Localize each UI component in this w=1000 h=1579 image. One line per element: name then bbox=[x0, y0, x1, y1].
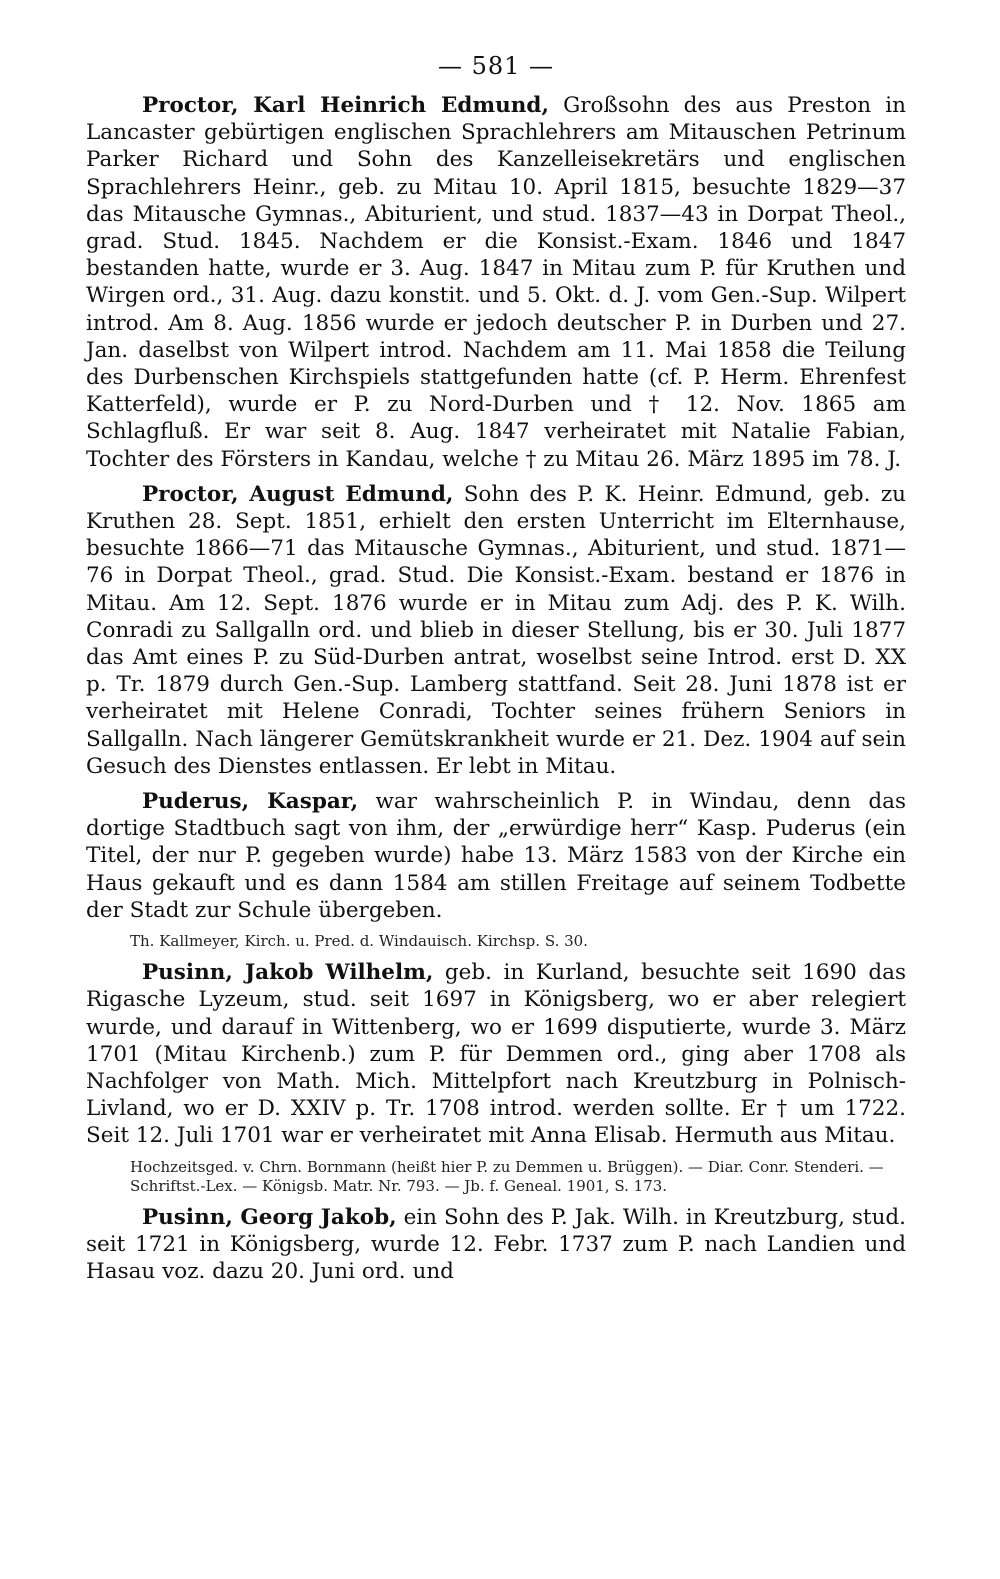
entry-text: ein Sohn des P. Jak. Wilh. in Kreutzburg, stud. seit 1721 in Königsberg, wurde 12. Febr. 1737 zum P. nach Landien und Hasau voz. dazu 20. Juni ord. und bbox=[86, 1204, 907, 1284]
document-page bbox=[86, 52, 906, 1293]
entry-proctor-august bbox=[86, 481, 906, 780]
entry-heading: Puderus, Kaspar, bbox=[142, 789, 359, 815]
entry-puderus-kaspar bbox=[86, 788, 906, 924]
entry-text: Sohn des P. K. Heinr. Edmund, geb. zu Kruthen 28. Sept. 1851, erhielt den ersten Unterricht im Elternhause, besuchte 1866—71 das Mitausche Gymnas., Abiturient, und stud. 1871—76 in Dorpat Theol., grad. Stud. Die Konsist.-Exam. bestand er 1876 in Mitau. Am 12. Sept. 1876 wurde er in Mitau zum Adj. des P. K. Wilh. Conradi zu Sallgalln ord. und blieb in dieser Stellung, bis er 30. Juli 1877 das Amt eines P. zu Süd-Durben antrat, woselbst seine Introd. erst D. XX p. Tr. 1879 durch Gen.-Sup. Lamberg stattfand. Seit 28. Juni 1878 ist er verheiratet mit Helene Conradi, Tochter seines frühern Seniors in Sallgalln. Nach längerer Gemütskrankheit wurde er 21. Dez. 1904 auf sein Gesuch des Dienstes entlassen. Er lebt in Mitau. bbox=[86, 481, 906, 779]
entry-text: Großsohn des aus Preston in Lancaster gebürtigen englischen Sprachlehrers am Mitauschen Petrinum Parker Richard und Sohn des Kanzelleisekretärs und englischen Sprachlehrers Heinr., geb. zu Mitau 10. April 1815, besuchte 1829—37 das Mitausche Gymnas., Abiturient, und stud. 1837—43 in Dorpat Theol., grad. Stud. 1845. Nachdem er die Konsist.-Exam. 1846 und 1847 bestanden hatte, wurde er 3. Aug. 1847 in Mitau zum P. für Kruthen und Wirgen ord., 31. Aug. dazu konstit. und 5. Okt. d. J. vom Gen.-Sup. Wilpert introd. Am 8. Aug. 1856 wurde er jedoch deutscher P. in Durben und 27. Jan. daselbst von Wilpert introd. Nachdem am 11. Mai 1858 die Teilung des Durbenschen Kirchspiels stattgefunden hatte (cf. P. Herm. Ehrenfest Katterfeld), wurde er P. zu Nord-Durben und † 12. Nov. 1865 am Schlagfluß. Er war seit 8. Aug. 1847 verheiratet mit Natalie Fabian, Tochter des Försters in Kandau, welche † zu Mitau 26. März 1895 im 78. J. bbox=[86, 93, 906, 472]
entry-proctor-karl bbox=[86, 92, 906, 473]
entry-heading: Proctor, August Edmund, bbox=[142, 481, 454, 507]
entry-text: war wahrscheinlich P. in Windau, denn das dortige Stadtbuch sagt von ihm, der „erwürdige herr“ Kasp. Puderus (ein Titel, der nur P. gegeben wurde) habe 13. März 1583 von der Kirche ein Haus gekauft und es dann 1584 am stillen Freitage auf seinem Todbette der Stadt zur Schule übergeben. bbox=[86, 789, 906, 923]
entry-heading: Pusinn, Georg Jakob, bbox=[142, 1204, 397, 1230]
entry-heading: Pusinn, Jakob Wilhelm, bbox=[142, 960, 434, 986]
entry-pusinn-jakob bbox=[86, 959, 906, 1149]
entry-source-note: Th. Kallmeyer, Kirch. u. Pred. d. Windauisch. Kirchsp. S. 30. bbox=[130, 932, 588, 951]
page-number: — 581 — bbox=[437, 52, 555, 80]
entry-text: geb. in Kurland, besuchte seit 1690 das Rigasche Lyzeum, stud. seit 1697 in Königsberg, wo er aber relegiert wurde, und darauf in Wittenberg, wo er 1699 disputierte, wurde 3. März 1701 (Mitau Kirchenb.) zum P. für Demmen ord., ging aber 1708 als Nachfolger von Math. Mich. Mittelpfort nach Kreutzburg in Polnisch-Livland, wo er D. XXIV p. Tr. 1708 introd. werden sollte. Er † um 1722. Seit 12. Juli 1701 war er verheiratet mit Anna Elisab. Hermuth aus Mitau. bbox=[86, 960, 906, 1149]
entry-heading: Proctor, Karl Heinrich Edmund, bbox=[142, 93, 549, 118]
entry-pusinn-georg bbox=[86, 1204, 906, 1286]
entry-source-note: Hochzeitsged. v. Chrn. Bornmann (heißt hier P. zu Demmen u. Brüggen). — Diar. Conr. Stenderi. — Schriftst.-Lex. — Königsb. Matr. Nr. 793. — Jb. f. Geneal. 1901, S. 173. bbox=[130, 1157, 884, 1195]
